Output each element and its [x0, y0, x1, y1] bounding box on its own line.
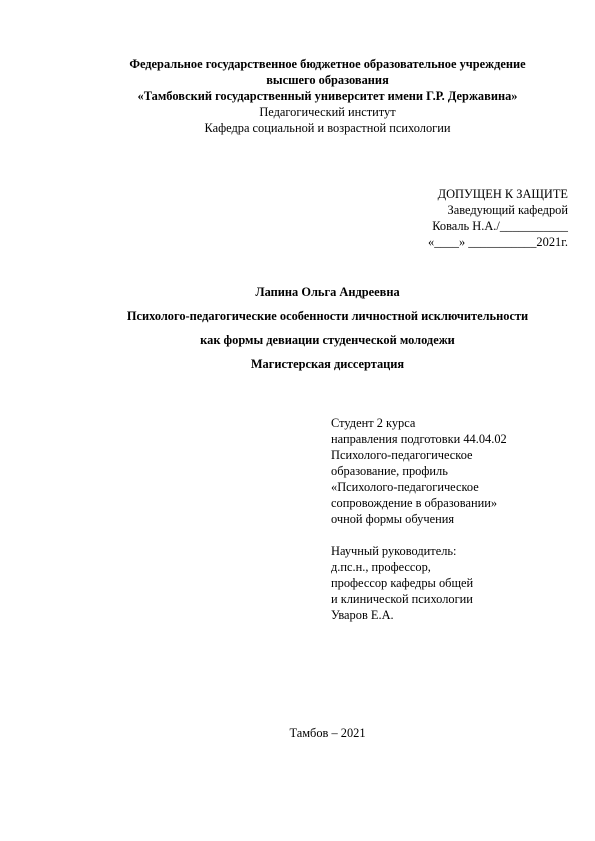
approval-head-signature: Коваль Н.А./___________	[432, 219, 568, 233]
approval-position: Заведующий кафедрой	[447, 203, 568, 217]
education-level: высшего образования	[266, 73, 389, 87]
student-line: образование, профиль	[331, 464, 448, 478]
work-type: Магистерская диссертация	[250, 357, 405, 371]
topic-line-2: как формы девиации студенческой молодежи	[200, 333, 455, 347]
student-info	[331, 415, 507, 527]
city-year	[60, 725, 595, 741]
institution-header	[60, 56, 595, 136]
institute-name: Педагогический институт	[259, 105, 396, 119]
student-line: Студент 2 курса	[331, 416, 416, 430]
advisor-line: Уваров Е.А.	[331, 608, 394, 622]
university-name: «Тамбовский государственный университет имени Г.Р. Державина»	[137, 89, 518, 103]
advisor-line: д.пс.н., профессор,	[331, 560, 431, 574]
student-line: сопровождение в образовании»	[331, 496, 498, 510]
city-year-text: Тамбов – 2021	[289, 726, 366, 740]
advisor-line: профессор кафедры общей	[331, 576, 474, 590]
topic-line-1: Психолого-педагогические особенности личностной исключительности	[126, 309, 529, 323]
approval-title: ДОПУЩЕН К ЗАЩИТЕ	[437, 187, 568, 201]
approval-date: «____» ___________2021г.	[428, 235, 568, 249]
work-title-block	[60, 284, 595, 380]
advisor-line: Научный руководитель:	[331, 544, 457, 558]
approval-stamp	[404, 186, 568, 250]
author-name: Лапина Ольга Андреевна	[255, 285, 400, 299]
student-line: очной формы обучения	[331, 512, 455, 526]
department-name: Кафедра социальной и возрастной психологии	[204, 121, 451, 135]
student-line: направления подготовки 44.04.02	[331, 432, 507, 446]
student-line: «Психолого-педагогическое	[331, 480, 479, 494]
student-line: Психолого-педагогическое	[331, 448, 473, 462]
institution-type: Федеральное государственное бюджетное образовательное учреждение	[129, 57, 526, 71]
advisor-info	[331, 543, 473, 623]
advisor-line: и клинической психологии	[331, 592, 473, 606]
